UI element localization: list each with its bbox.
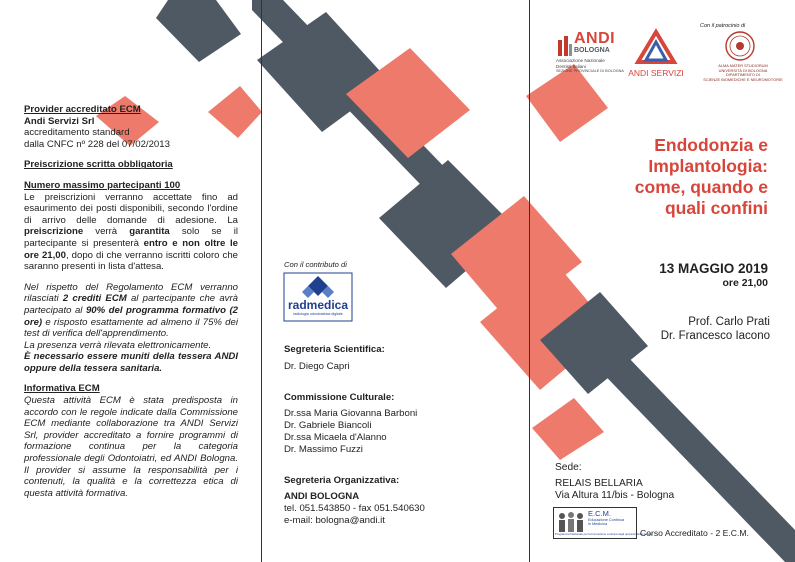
prescrizione-heading: Preiscrizione scritta obbligatoria — [24, 159, 173, 171]
title-line: come, quando e — [634, 177, 768, 197]
max-partecipanti-heading: Numero massimo partecipanti 100 — [24, 179, 181, 191]
provider-line2: dalla CNFC nº 228 del 07/02/2013 — [24, 138, 170, 150]
comm-label: Commissione Culturale: — [284, 391, 395, 403]
provider-name: Andi Servizi Srl — [24, 115, 95, 127]
left-panel — [24, 104, 238, 499]
diamond-1 — [156, 0, 241, 62]
ecm-title: E.C.M. — [588, 509, 611, 518]
venue-name: RELAIS BELLARIA — [555, 477, 643, 489]
fold-line-left — [261, 0, 262, 562]
andi-servizi-logo — [628, 30, 684, 82]
radmedica-name: radmedica — [287, 298, 349, 312]
venue — [555, 462, 785, 503]
venue-address: Via Altura 11/bis - Bologna — [555, 490, 675, 502]
andi-servizi-icon — [636, 30, 676, 66]
title-line: Implantologia: — [648, 156, 768, 176]
comm-member: Dr.ssa Maria Giovanna Barboni — [284, 408, 418, 420]
unibo-seal-icon — [725, 31, 755, 61]
date-text: 13 MAGGIO 2019 — [659, 261, 768, 276]
event-title — [578, 135, 768, 219]
iscrizione-paragraph: Le preiscrizioni verranno accettate fino ad esaurimento dei posti disponibili, secondo l'ordine di arrivo delle domande di adesione. La preiscrizione verrà garantita solo se il partecipante si presenterà entro e non oltre le ore 21,00, dopo di che verranno iscritti coloro che saranno presenti in lista d'attesa. — [24, 191, 239, 273]
comm-member: Dr.ssa Micaela d'Alanno — [284, 431, 387, 443]
contributo-label: Con il contributo di — [284, 260, 347, 269]
ecm-caption: Educazione Continua in Medicina — [588, 518, 625, 527]
diamond-10 — [532, 398, 604, 460]
informativa-paragraph: Questa attività ECM è stata predisposta in accordo con le regole indicate dalla Commissione ECM mediante collaborazione tra ANDI Servizi Srl, provider accreditato a fornire programmi di formazione continua per la categoria professionale degli Odontoiatri, ed ANDI Bologna. Il provider si assume la responsabilità per i contenuti, la qualità e la correttezza etica di questa attività formativa. — [24, 395, 238, 499]
seg-org-tel: tel. 051.543850 - fax 051.540630 — [284, 503, 425, 515]
provider-line1: accreditamento standard — [24, 127, 130, 139]
seg-org-email: e-mail: bologna@andi.it — [284, 514, 385, 526]
ecm-footnote: Programma Nazionale per la Formazione continua degli operatori della Sanità — [555, 532, 652, 536]
unibo-caption: ALMA MATER STUDIORUM UNIVERSITÀ DI BOLOGNA DIPARTIMENTO DI SCIENZE BIOMEDICHE E NEUROMOTORIE — [703, 63, 783, 82]
middle-panel — [284, 344, 494, 527]
speaker-name: Prof. Carlo Prati — [688, 316, 770, 328]
speakers — [600, 315, 770, 343]
seg-org-name: ANDI BOLOGNA — [284, 491, 360, 503]
informativa-heading: Informativa ECM — [24, 383, 100, 395]
andi-city: BOLOGNA — [574, 47, 610, 54]
comm-member: Dr. Gabriele Biancoli — [284, 420, 372, 432]
fold-line-right — [529, 0, 530, 562]
ecm-people-icon — [556, 510, 586, 534]
seg-sci-label: Segreteria Scientifica: — [284, 344, 385, 355]
andi-servizi-name: ANDI SERVIZI — [628, 68, 684, 78]
tessera-text: È necessario essere muniti della tessera ANDI oppure della tessera sanitaria. — [24, 351, 238, 374]
event-date — [600, 261, 768, 290]
andi-bologna-caption: Associazione Nazionale Dentisti Italiani SEZIONE PROVINCIALE DI BOLOGNA — [556, 58, 624, 74]
seg-sci-name: Dr. Diego Capri — [284, 360, 350, 372]
time-text: ore 21,00 — [722, 277, 768, 289]
seg-org-label: Segreteria Organizzativa: — [284, 474, 400, 486]
radmedica-logo — [284, 273, 352, 321]
andi-bologna-logo — [556, 30, 622, 86]
venue-label: Sede: — [555, 462, 582, 473]
provider-heading: Provider accreditato ECM — [24, 104, 141, 115]
presenza-text: La presenza verrà rilevata elettronicamente. — [24, 339, 212, 351]
ecm-logo — [553, 507, 652, 539]
speaker-name: Dr. Francesco Iacono — [660, 330, 770, 342]
crediti-paragraph: Nel rispetto del Regolamento ECM verranno rilasciati 2 crediti ECM al partecipante che avrà partecipato al 90% del programma formativo (2 ore) e risposto esattamente ad almeno il 75% dei test di verifica dell'apprendimento. — [24, 281, 239, 340]
title-line: quali confini — [664, 198, 768, 218]
radmedica-tagline: radiologia odontoiatrica digitale — [293, 312, 343, 316]
bologna-towers-icon — [556, 36, 574, 56]
course-accreditation: Corso Accreditato - 2 E.C.M. — [640, 528, 749, 538]
unibo-logo — [703, 31, 783, 83]
patrocinio-label: Con il patrocinio di — [700, 23, 746, 29]
title-line: Endodonzia e — [654, 135, 768, 155]
comm-member: Dr. Massimo Fuzzi — [284, 443, 363, 455]
andi-brand: ANDI — [574, 30, 616, 47]
